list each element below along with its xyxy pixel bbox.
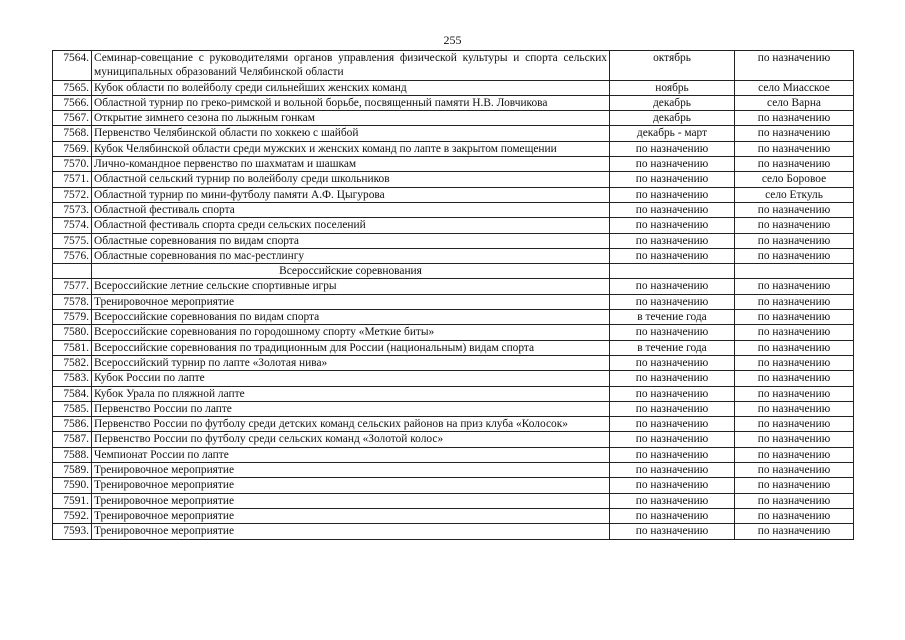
event-number: 7586. bbox=[53, 417, 92, 432]
event-date: по назначению bbox=[610, 401, 735, 416]
table-row bbox=[53, 417, 854, 432]
event-place: село Миасское bbox=[735, 80, 854, 95]
event-date: по назначению bbox=[610, 294, 735, 309]
event-date: по назначению bbox=[610, 524, 735, 539]
event-name: Кубок России по лапте bbox=[92, 371, 610, 386]
event-number: 7574. bbox=[53, 218, 92, 233]
event-number: 7577. bbox=[53, 279, 92, 294]
event-name: Тренировочное мероприятие bbox=[92, 524, 610, 539]
events-table bbox=[52, 50, 854, 540]
event-place: по назначению bbox=[735, 386, 854, 401]
event-date: по назначению bbox=[610, 508, 735, 523]
event-number: 7582. bbox=[53, 355, 92, 370]
table-row bbox=[53, 401, 854, 416]
event-number: 7568. bbox=[53, 126, 92, 141]
table-row bbox=[53, 508, 854, 523]
table-row bbox=[53, 218, 854, 233]
section-date-cell bbox=[610, 264, 735, 279]
event-date: по назначению bbox=[610, 248, 735, 263]
table-row bbox=[53, 51, 854, 81]
event-place: по назначению bbox=[735, 432, 854, 447]
table-row bbox=[53, 371, 854, 386]
event-name: Первенство России по футболу среди детских команд сельских районов на приз клуба «Колосок» bbox=[92, 417, 610, 432]
event-place: по назначению bbox=[735, 111, 854, 126]
table-row bbox=[53, 248, 854, 263]
event-date: по назначению bbox=[610, 371, 735, 386]
table-row bbox=[53, 157, 854, 172]
event-date: по назначению bbox=[610, 463, 735, 478]
event-name: Всероссийские летние сельские спортивные игры bbox=[92, 279, 610, 294]
table-row bbox=[53, 95, 854, 110]
event-name: Областной фестиваль спорта bbox=[92, 202, 610, 217]
event-name: Открытие зимнего сезона по лыжным гонкам bbox=[92, 111, 610, 126]
event-date: декабрь bbox=[610, 95, 735, 110]
event-date: октябрь bbox=[610, 51, 735, 81]
event-name: Тренировочное мероприятие bbox=[92, 508, 610, 523]
event-number: 7573. bbox=[53, 202, 92, 217]
event-name: Областные соревнования по мас-рестлингу bbox=[92, 248, 610, 263]
event-name: Чемпионат России по лапте bbox=[92, 447, 610, 462]
event-name: Областной турнир по мини-футболу памяти А.Ф. Цыгурова bbox=[92, 187, 610, 202]
event-number: 7589. bbox=[53, 463, 92, 478]
event-date: по назначению bbox=[610, 447, 735, 462]
event-number: 7570. bbox=[53, 157, 92, 172]
event-name: Всероссийские соревнования по видам спорта bbox=[92, 310, 610, 325]
event-number: 7576. bbox=[53, 248, 92, 263]
event-date: по назначению bbox=[610, 478, 735, 493]
event-number: 7566. bbox=[53, 95, 92, 110]
event-name: Семинар-совещание с руководителями органов управления физической культуры и спорта сельских муниципальных образований Челябинской области bbox=[92, 51, 610, 81]
table-row bbox=[53, 493, 854, 508]
event-name: Тренировочное мероприятие bbox=[92, 493, 610, 508]
event-name: Областные соревнования по видам спорта bbox=[92, 233, 610, 248]
event-date: по назначению bbox=[610, 493, 735, 508]
event-date: ноябрь bbox=[610, 80, 735, 95]
event-number: 7584. bbox=[53, 386, 92, 401]
event-number: 7590. bbox=[53, 478, 92, 493]
event-number: 7569. bbox=[53, 141, 92, 156]
event-date: по назначению bbox=[610, 157, 735, 172]
event-place: по назначению bbox=[735, 325, 854, 340]
event-date: в течение года bbox=[610, 310, 735, 325]
event-number: 7571. bbox=[53, 172, 92, 187]
event-place: по назначению bbox=[735, 493, 854, 508]
event-name: Первенство России по футболу среди сельских команд «Золотой колос» bbox=[92, 432, 610, 447]
event-name: Кубок Урала по пляжной лапте bbox=[92, 386, 610, 401]
event-place: по назначению bbox=[735, 463, 854, 478]
section-title: Всероссийские соревнования bbox=[92, 264, 610, 279]
event-place: по назначению bbox=[735, 524, 854, 539]
event-name: Первенство Челябинской области по хоккею с шайбой bbox=[92, 126, 610, 141]
event-date: по назначению bbox=[610, 202, 735, 217]
page-number: 255 bbox=[443, 33, 462, 47]
event-number: 7592. bbox=[53, 508, 92, 523]
event-number: 7572. bbox=[53, 187, 92, 202]
table-row bbox=[53, 524, 854, 539]
event-date: по назначению bbox=[610, 355, 735, 370]
event-place: по назначению bbox=[735, 141, 854, 156]
table-row bbox=[53, 432, 854, 447]
event-place: село Варна bbox=[735, 95, 854, 110]
section-header-row bbox=[53, 264, 854, 279]
event-name: Тренировочное мероприятие bbox=[92, 478, 610, 493]
event-name: Первенство России по лапте bbox=[92, 401, 610, 416]
event-date: по назначению bbox=[610, 279, 735, 294]
event-name: Областной фестиваль спорта среди сельских поселений bbox=[92, 218, 610, 233]
events-table-body bbox=[53, 51, 854, 540]
table-row bbox=[53, 463, 854, 478]
event-place: по назначению bbox=[735, 51, 854, 81]
table-row bbox=[53, 447, 854, 462]
event-date: декабрь - март bbox=[610, 126, 735, 141]
section-number-cell bbox=[53, 264, 92, 279]
table-row bbox=[53, 279, 854, 294]
event-date: по назначению bbox=[610, 141, 735, 156]
event-name: Кубок Челябинской области среди мужских и женских команд по лапте в закрытом помещении bbox=[92, 141, 610, 156]
event-name: Кубок области по волейболу среди сильнейших женских команд bbox=[92, 80, 610, 95]
event-place: по назначению bbox=[735, 218, 854, 233]
event-date: декабрь bbox=[610, 111, 735, 126]
table-row bbox=[53, 355, 854, 370]
event-date: по назначению bbox=[610, 432, 735, 447]
event-name: Областной турнир по греко-римской и вольной борьбе, посвященный памяти Н.В. Ловчикова bbox=[92, 95, 610, 110]
event-name: Тренировочное мероприятие bbox=[92, 294, 610, 309]
table-row bbox=[53, 202, 854, 217]
event-place: село Боровое bbox=[735, 172, 854, 187]
table-row bbox=[53, 310, 854, 325]
table-row bbox=[53, 80, 854, 95]
table-row bbox=[53, 187, 854, 202]
table-row bbox=[53, 233, 854, 248]
event-place: по назначению bbox=[735, 294, 854, 309]
event-number: 7564. bbox=[53, 51, 92, 81]
event-date: по назначению bbox=[610, 233, 735, 248]
event-place: по назначению bbox=[735, 248, 854, 263]
table-row bbox=[53, 141, 854, 156]
table-row bbox=[53, 172, 854, 187]
event-place: по назначению bbox=[735, 279, 854, 294]
event-name: Всероссийский турнир по лапте «Золотая нива» bbox=[92, 355, 610, 370]
event-name: Всероссийские соревнования по традиционным для России (национальным) видам спорта bbox=[92, 340, 610, 355]
table-row bbox=[53, 340, 854, 355]
event-name: Областной сельский турнир по волейболу среди школьников bbox=[92, 172, 610, 187]
event-place: по назначению bbox=[735, 126, 854, 141]
event-number: 7579. bbox=[53, 310, 92, 325]
event-date: по назначению bbox=[610, 172, 735, 187]
event-number: 7575. bbox=[53, 233, 92, 248]
event-place: по назначению bbox=[735, 310, 854, 325]
event-number: 7587. bbox=[53, 432, 92, 447]
event-number: 7585. bbox=[53, 401, 92, 416]
event-number: 7580. bbox=[53, 325, 92, 340]
table-row bbox=[53, 478, 854, 493]
event-number: 7593. bbox=[53, 524, 92, 539]
event-date: в течение года bbox=[610, 340, 735, 355]
event-name: Лично-командное первенство по шахматам и шашкам bbox=[92, 157, 610, 172]
event-name: Всероссийские соревнования по городошному спорту «Меткие биты» bbox=[92, 325, 610, 340]
event-number: 7565. bbox=[53, 80, 92, 95]
event-place: по назначению bbox=[735, 157, 854, 172]
event-place: по назначению bbox=[735, 447, 854, 462]
event-date: по назначению bbox=[610, 218, 735, 233]
event-number: 7583. bbox=[53, 371, 92, 386]
event-place: по назначению bbox=[735, 508, 854, 523]
event-number: 7567. bbox=[53, 111, 92, 126]
event-date: по назначению bbox=[610, 386, 735, 401]
event-place: по назначению bbox=[735, 478, 854, 493]
event-place: по назначению bbox=[735, 340, 854, 355]
event-date: по назначению bbox=[610, 187, 735, 202]
event-place: по назначению bbox=[735, 417, 854, 432]
table-row bbox=[53, 111, 854, 126]
event-place: по назначению bbox=[735, 401, 854, 416]
event-number: 7591. bbox=[53, 493, 92, 508]
event-date: по назначению bbox=[610, 417, 735, 432]
event-place: село Еткуль bbox=[735, 187, 854, 202]
event-place: по назначению bbox=[735, 233, 854, 248]
table-row bbox=[53, 294, 854, 309]
event-place: по назначению bbox=[735, 371, 854, 386]
event-place: по назначению bbox=[735, 202, 854, 217]
table-row bbox=[53, 386, 854, 401]
event-date: по назначению bbox=[610, 325, 735, 340]
table-row bbox=[53, 325, 854, 340]
event-place: по назначению bbox=[735, 355, 854, 370]
event-number: 7588. bbox=[53, 447, 92, 462]
event-number: 7581. bbox=[53, 340, 92, 355]
section-place-cell bbox=[735, 264, 854, 279]
table-row bbox=[53, 126, 854, 141]
event-name: Тренировочное мероприятие bbox=[92, 463, 610, 478]
event-number: 7578. bbox=[53, 294, 92, 309]
